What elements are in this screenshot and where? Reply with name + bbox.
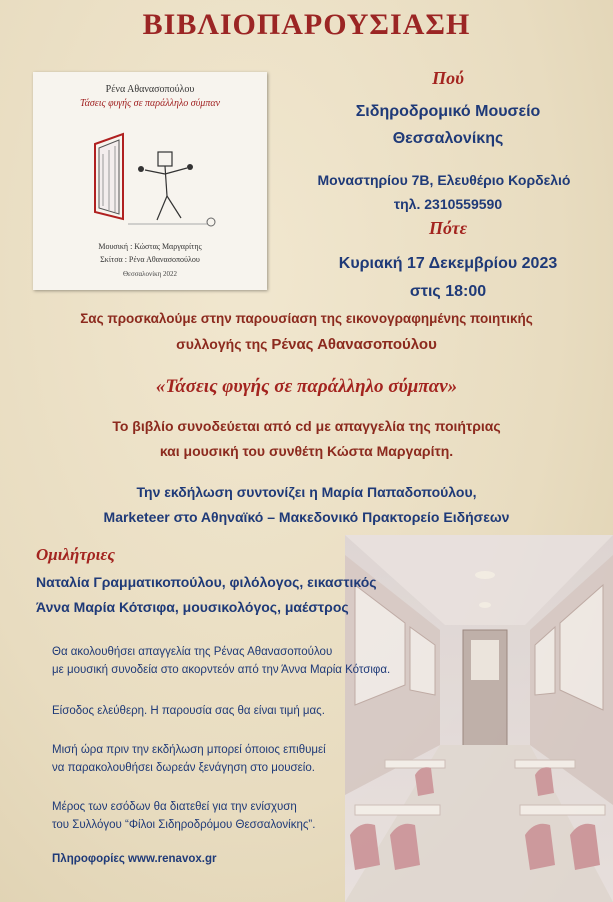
note-proceeds-line1: Μέρος των εσόδων θα διατεθεί για την ενίσχυση	[52, 801, 297, 813]
poster-title: ΒΙΒΛΙΟΠΑΡΟΥΣΙΑΣΗ	[142, 8, 471, 41]
speaker-1: Ναταλία Γραμματικοπούλου, φιλόλογος, εικαστικός	[36, 574, 377, 590]
when-label: Πότε	[428, 218, 468, 238]
cover-sketch	[83, 124, 223, 234]
cd-line2: και μουσική του συνθέτη Κώστα Μαργαρίτη.	[159, 443, 454, 459]
speaker-2: Άννα Μαρία Κότσιφα, μουσικολόγος, μαέστρος	[36, 599, 349, 615]
train-interior-image	[345, 535, 613, 902]
cover-author: Ρένα Αθανασοπούλου	[105, 84, 195, 95]
cover-sketches: Σκίτσα : Ρένα Αθανασοπούλου	[100, 255, 200, 264]
cover-music: Μουσική : Κώστας Μαργαρίτης	[98, 242, 202, 251]
coordinator-line1: Την εκδήλωση συντονίζει η Μαρία Παπαδοπούλου,	[136, 484, 477, 500]
where-label: Πού	[432, 68, 464, 88]
invite-line2-prefix: συλλογής της	[176, 336, 272, 352]
book-title: «Τάσεις φυγής σε παράλληλο σύμπαν»	[155, 376, 458, 397]
note-tour-line2: να παρακολουθήσει δωρεάν ξενάγηση στο μουσείο.	[52, 762, 315, 774]
note-proceeds-line2: του Συλλόγου “Φίλοι Σιδηροδρόμου Θεσσαλονίκης”.	[52, 819, 316, 831]
where-line1: Σιδηροδρομικό Μουσείο	[355, 103, 541, 120]
where-address: Μοναστηρίου 7Β, Ελευθέριο Κορδελιό	[317, 172, 571, 188]
where-line2: Θεσσαλονίκης	[392, 130, 504, 147]
cover-title: Τάσεις φυγής σε παράλληλο σύμπαν	[79, 98, 221, 109]
invite-line1: Σας προσκαλούμε στην παρουσίαση της εικονογραφημένης ποιητικής	[80, 311, 533, 326]
invite-author-name: Ρένας Αθανασοπούλου	[271, 336, 437, 353]
note-recital-line1: Θα ακολουθήσει απαγγελία της Ρένας Αθανασοπούλου	[52, 646, 333, 658]
cd-line1: Το βιβλίο συνοδεύεται από cd με απαγγελία της ποιήτριας	[112, 418, 501, 434]
note-recital-line2: με μουσική συνοδεία στο ακορντεόν από την Άννα Μαρία Κότσιφα.	[52, 664, 391, 676]
book-cover	[33, 72, 267, 290]
when-date: Κυριακή 17 Δεκεμβρίου 2023	[338, 255, 558, 272]
where-phone: τηλ. 2310559590	[393, 196, 503, 212]
note-tour-line1: Μισή ώρα πριν την εκδήλωση μπορεί όποιος επιθυμεί	[52, 744, 326, 756]
cover-place-year: Θεσσαλονίκη 2022	[122, 270, 178, 278]
coordinator-line2: Marketeer στο Αθηναϊκό – Μακεδονικό Πρακτορείο Ειδήσεων	[103, 509, 510, 525]
when-time: στις 18:00	[409, 283, 487, 300]
note-free-entry: Είσοδος ελεύθερη. Η παρουσία σας θα είναι τιμή μας.	[52, 705, 325, 717]
info-line: Πληροφορίες www.renavox.gr	[52, 853, 217, 865]
speakers-label: Ομιλήτριες	[36, 545, 115, 564]
